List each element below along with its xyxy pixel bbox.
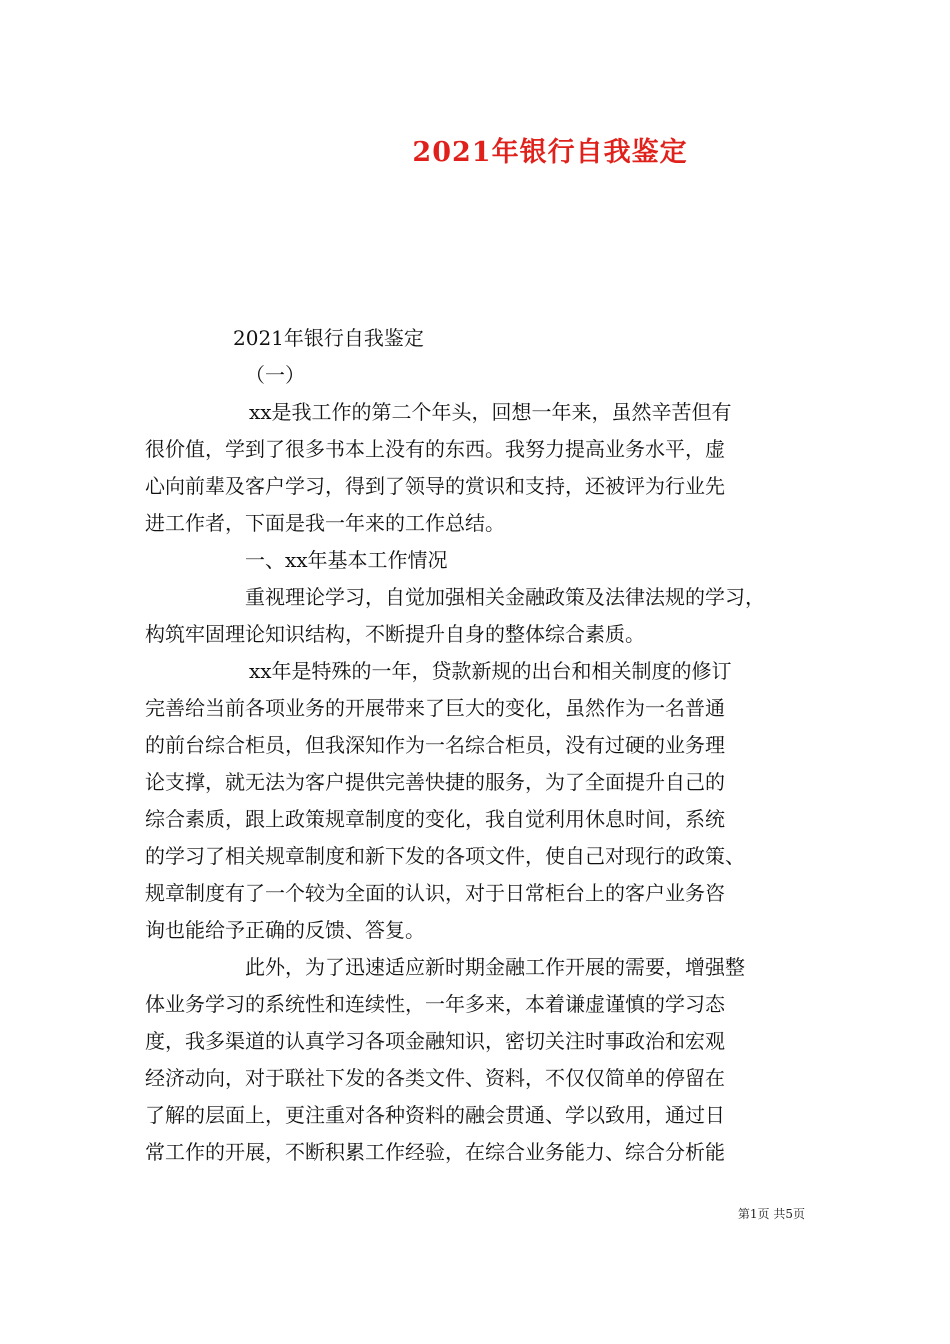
body-line: xx是我工作的第二个年头，回想一年来，虽然辛苦但有 xyxy=(249,400,732,424)
body-line: 经济动向，对于联社下发的各类文件、资料，不仅仅简单的停留在 xyxy=(145,1066,725,1090)
document-body xyxy=(145,320,810,1171)
body-line: 了解的层面上，更注重对各种资料的融会贯通、学以致用，通过日 xyxy=(145,1103,725,1127)
body-line: 综合素质，跟上政策规章制度的变化，我自觉利用休息时间，系统 xyxy=(145,807,725,831)
body-line: 论支撑，就无法为客户提供完善快捷的服务，为了全面提升自己的 xyxy=(145,770,725,794)
body-line: 体业务学习的系统性和连续性，一年多来，本着谦虚谨慎的学习态 xyxy=(145,992,725,1016)
body-line: 此外，为了迅速适应新时期金融工作开展的需要，增强整 xyxy=(245,955,745,979)
body-line: 完善给当前各项业务的开展带来了巨大的变化，虽然作为一名普通 xyxy=(145,696,725,720)
body-line-subtitle: 2021年银行自我鉴定 xyxy=(233,326,424,350)
body-line: 常工作的开展，不断积累工作经验，在综合业务能力、综合分析能 xyxy=(145,1140,725,1164)
body-line: 重视理论学习，自觉加强相关金融政策及法律法规的学习， xyxy=(245,585,765,609)
body-line: 的学习了相关规章制度和新下发的各项文件，使自己对现行的政策、 xyxy=(145,844,745,868)
body-line: xx年是特殊的一年，贷款新规的出台和相关制度的修订 xyxy=(249,659,732,683)
body-line-section-number: （一） xyxy=(245,363,305,387)
body-line-heading: 一、xx年基本工作情况 xyxy=(245,548,448,572)
document-title: 2021年银行自我鉴定 xyxy=(412,137,688,168)
body-line: 心向前辈及客户学习，得到了领导的赏识和支持，还被评为行业先 xyxy=(145,474,725,498)
body-line: 很价值，学到了很多书本上没有的东西。我努力提高业务水平，虚 xyxy=(145,437,725,461)
body-line: 询也能给予正确的反馈、答复。 xyxy=(145,918,425,942)
body-line: 度，我多渠道的认真学习各项金融知识，密切关注时事政治和宏观 xyxy=(145,1029,725,1053)
body-line: 的前台综合柜员，但我深知作为一名综合柜员，没有过硬的业务理 xyxy=(145,733,725,757)
body-line: 进工作者，下面是我一年来的工作总结。 xyxy=(145,511,505,535)
body-line: 构筑牢固理论知识结构，不断提升自身的整体综合素质。 xyxy=(145,622,645,646)
body-line: 规章制度有了一个较为全面的认识，对于日常柜台上的客户业务咨 xyxy=(145,881,725,905)
page-footer: 第1页 共5页 xyxy=(737,1207,805,1221)
